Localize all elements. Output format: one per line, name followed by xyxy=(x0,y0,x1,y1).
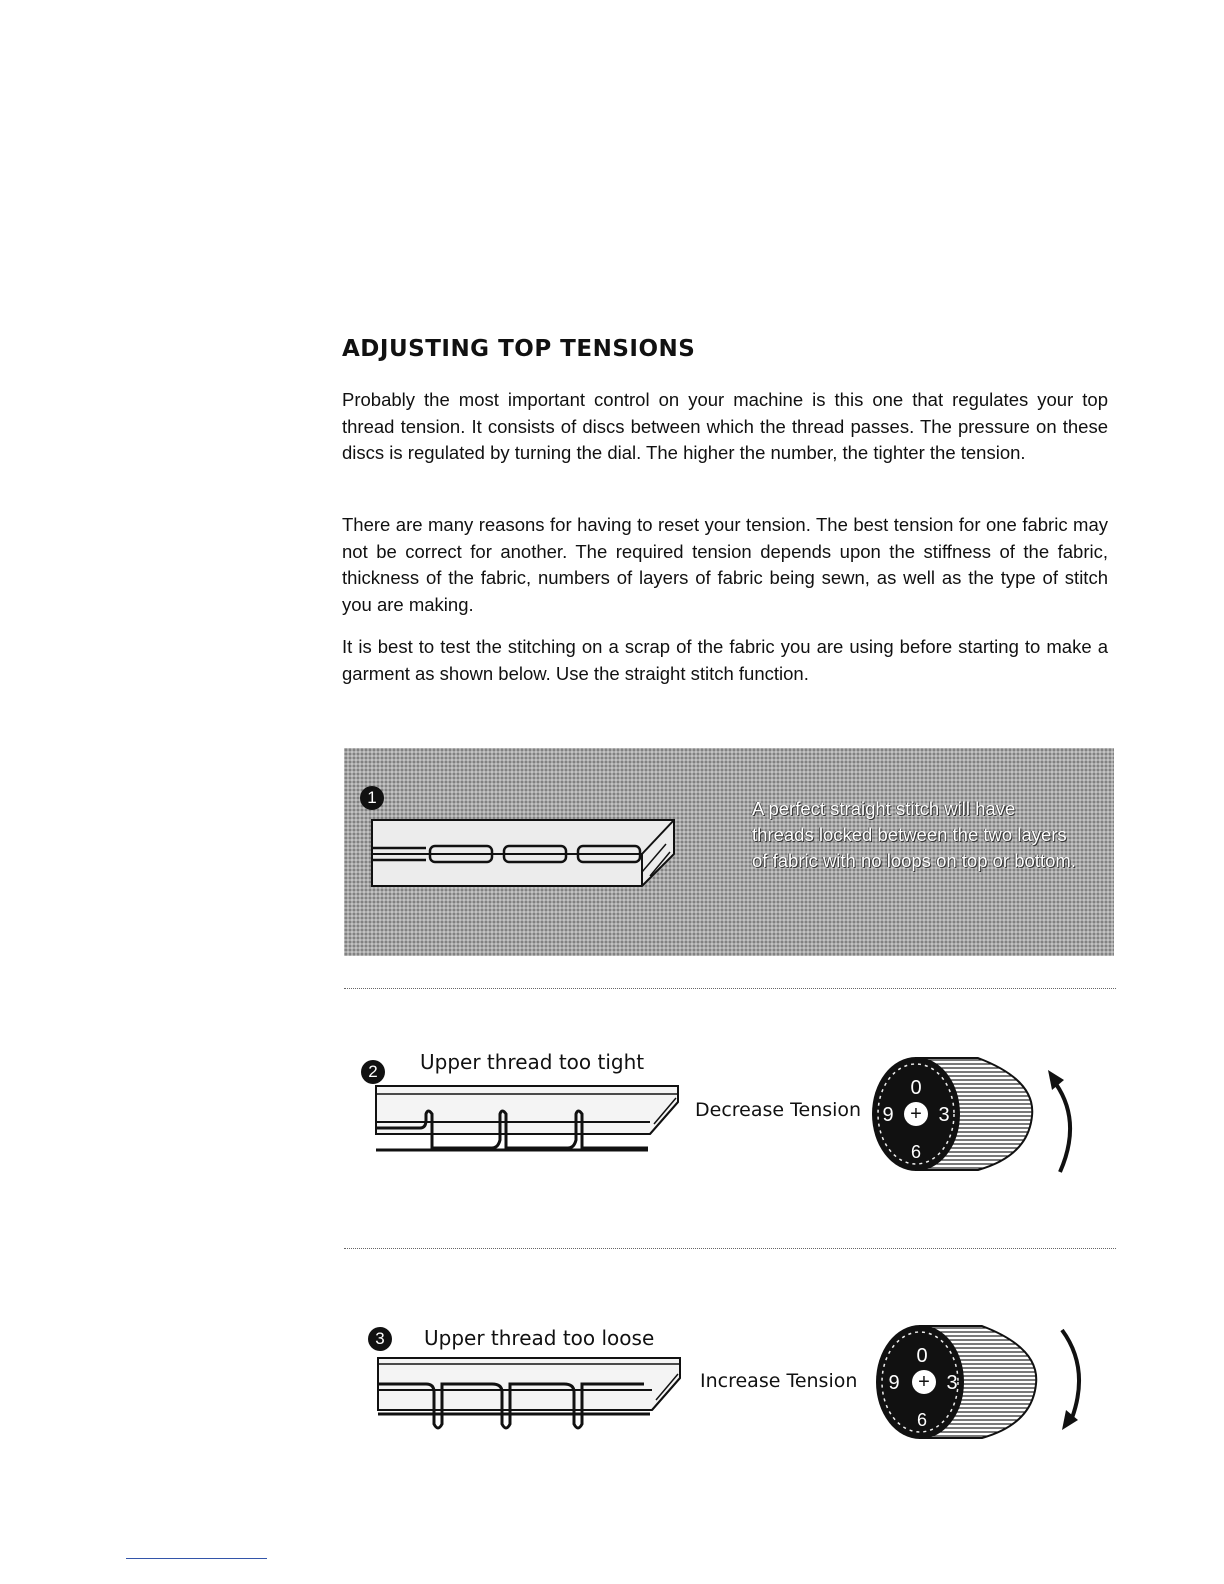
action-increase-tension: Increase Tension xyxy=(700,1370,858,1392)
arrow-counterclockwise-icon xyxy=(1044,1066,1086,1178)
figure-number-badge: 1 xyxy=(360,786,384,810)
dial-mark-3: 3 xyxy=(946,1372,958,1394)
dial-center-mark: + xyxy=(918,1371,930,1393)
dial-mark-6: 6 xyxy=(916,1410,928,1430)
figure-caption-too-tight: Upper thread too tight xyxy=(420,1050,645,1074)
paragraph-intro: Probably the most important control on your machine is this one that regulates your top thread tension. It consists of discs between which the thread passes. The pressure on these discs is regulated by turning the dial. The higher the number, the tighter the tension. xyxy=(342,389,1108,463)
arrow-clockwise-icon xyxy=(1056,1324,1096,1436)
dial-center-mark: + xyxy=(910,1103,922,1125)
figure-caption-too-loose: Upper thread too loose xyxy=(424,1326,655,1350)
dial-mark-6: 6 xyxy=(910,1142,922,1162)
tension-dial-icon xyxy=(872,1318,1048,1446)
action-decrease-tension: Decrease Tension xyxy=(695,1099,862,1121)
paragraph-reasons: There are many reasons for having to reset your tension. The best tension for one fabric may not be correct for another. The required tension depends upon the stiffness of the fabric, thickness of the fabric, numbers of layers of fabric being sewn, as well as the type of stitch you are making. xyxy=(342,514,1108,615)
fabric-too-tight-illustration xyxy=(372,1082,684,1162)
dial-mark-0: 0 xyxy=(916,1345,928,1367)
dial-mark-9: 9 xyxy=(888,1372,900,1394)
fabric-stitch-illustration xyxy=(370,814,690,894)
figure-number-badge: 2 xyxy=(361,1060,385,1084)
paragraph-test: It is best to test the stitching on a scrap of the fabric you are using before starting to make a garment as shown below. Use the straight stitch function. xyxy=(342,636,1108,684)
perfect-stitch-note: A perfect straight stitch will have threads locked between the two layers of fabric with no loops on top or bottom. xyxy=(752,798,1076,871)
divider xyxy=(344,988,1116,989)
figure-perfect-stitch-panel xyxy=(344,748,1114,956)
divider xyxy=(344,1248,1116,1249)
page-title: ADJUSTING TOP TENSIONS xyxy=(342,336,696,362)
dial-mark-3: 3 xyxy=(938,1104,950,1126)
dial-mark-0: 0 xyxy=(910,1077,922,1099)
footer-rule xyxy=(126,1558,267,1559)
figure-number-badge: 3 xyxy=(368,1327,392,1351)
tension-dial-icon xyxy=(868,1050,1044,1178)
fabric-too-loose-illustration xyxy=(374,1354,686,1438)
dial-mark-9: 9 xyxy=(882,1104,894,1126)
